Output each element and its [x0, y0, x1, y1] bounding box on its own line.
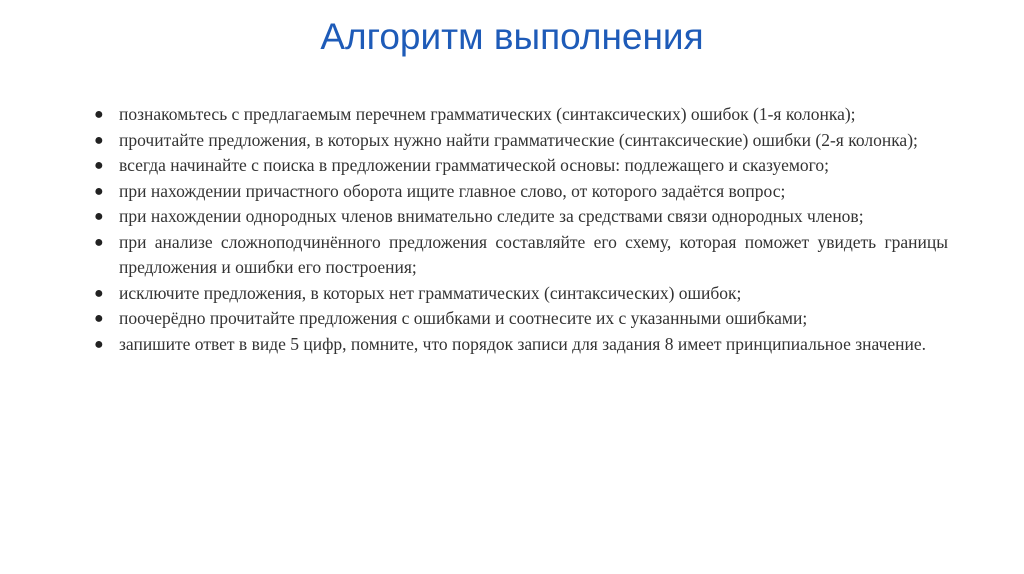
instructions-list	[88, 102, 948, 357]
list-item	[88, 179, 948, 205]
bullet-icon: ●	[94, 157, 104, 174]
list-item	[88, 230, 948, 281]
list-item-text: при нахождении однородных членов внимательно следите за средствами связи однородных членов;	[119, 206, 864, 226]
list-item-text: всегда начинайте с поиска в предложении грамматической основы: подлежащего и сказуемого;	[119, 155, 830, 175]
bullet-icon: ●	[94, 182, 104, 200]
list-item-text: при нахождении причастного оборота ищите главное слово, от которого задаётся вопрос;	[119, 180, 786, 201]
slide-title: Алгоритм выполнения	[320, 16, 704, 57]
list-item-text: исключите предложения, в которых нет грамматических (синтаксических) ошибок;	[119, 282, 742, 303]
bullet-icon: ●	[94, 335, 104, 353]
bullet-icon: ●	[94, 310, 104, 327]
bullet-icon: ●	[94, 106, 104, 123]
bullet-icon: ●	[94, 284, 104, 302]
bullet-icon: ●	[94, 233, 104, 251]
list-item	[88, 128, 948, 154]
list-item-text: прочитайте предложения, в которых нужно найти грамматические (синтаксические) ошибки (2-я колонка);	[119, 129, 918, 150]
instructions-list-container	[88, 102, 948, 357]
list-item-text: запишите ответ в виде 5 цифр, помните, что порядок записи для задания 8 имеет принципиальное значение.	[119, 333, 927, 354]
list-item	[88, 281, 948, 307]
list-item	[88, 306, 948, 332]
bullet-icon: ●	[94, 131, 104, 149]
bullet-icon: ●	[94, 208, 104, 225]
list-item	[88, 102, 948, 128]
list-item-text: познакомьтесь с предлагаемым перечнем грамматических (синтаксических) ошибок (1-я колонка);	[119, 104, 856, 124]
list-item	[88, 204, 948, 230]
list-item-text: поочерёдно прочитайте предложения с ошибками и соотнесите их с указанными ошибками;	[119, 308, 808, 328]
list-item-text: при анализе сложноподчинённого предложения составляйте его схему, которая поможет увидеть границы предложения и ошибки его построения;	[119, 231, 948, 277]
list-item	[88, 153, 948, 179]
list-item	[88, 332, 948, 358]
